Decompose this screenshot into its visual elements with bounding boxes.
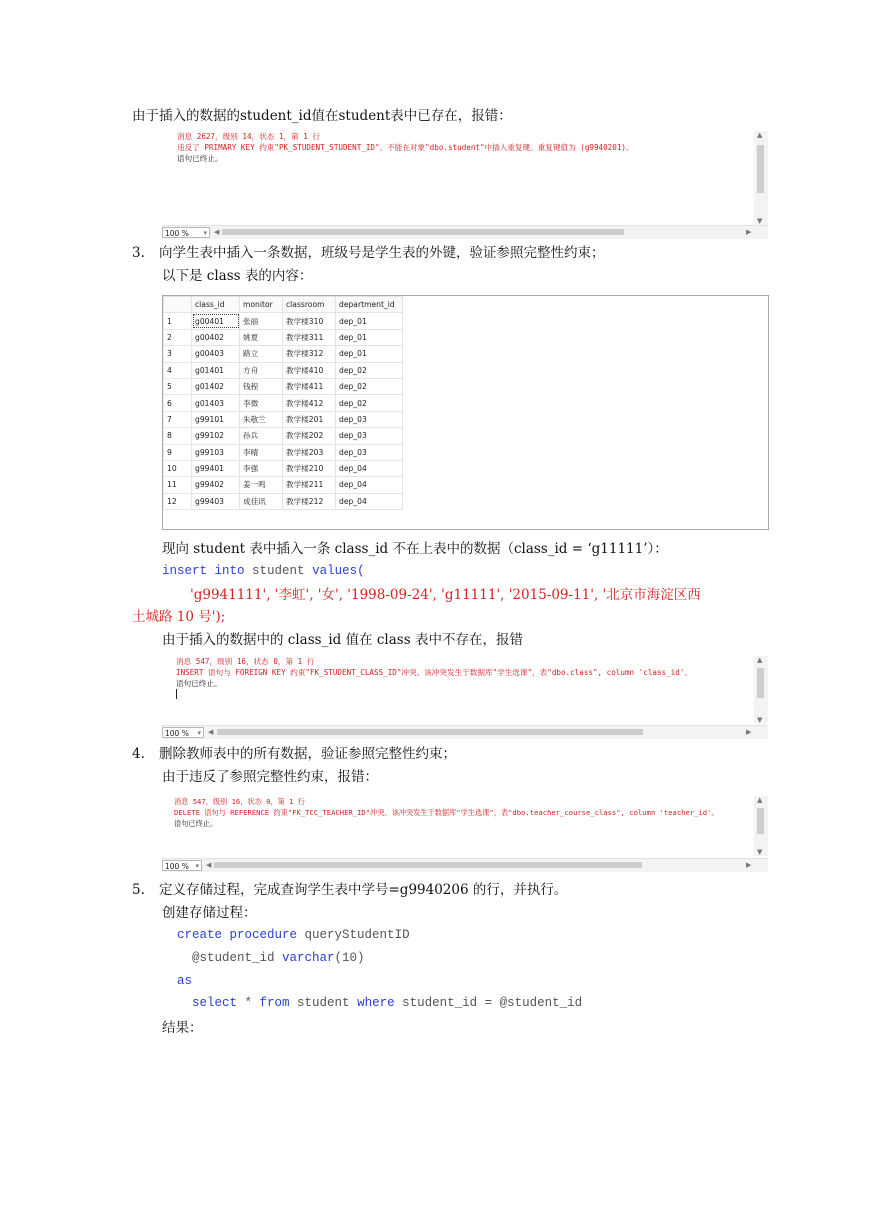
table-cell[interactable]: 李微 xyxy=(240,395,283,411)
scroll-up-icon[interactable]: ▲ xyxy=(757,131,763,139)
table-cell[interactable]: 教学楼202 xyxy=(283,428,336,444)
zoom-value: 100 % xyxy=(165,729,189,738)
insert-sql-line-2: 'g9941111', '李虹', '女', '1998-09-24', 'g11111', '2015-09-11', '北京市海淀区西 xyxy=(190,587,701,603)
row-number: 11 xyxy=(164,477,192,493)
scroll-down-icon[interactable]: ▼ xyxy=(757,848,763,856)
list-number: 5. xyxy=(132,882,145,898)
sql-keyword: where xyxy=(357,996,395,1010)
table-cell[interactable]: dep_04 xyxy=(336,493,403,509)
scroll-right-icon[interactable]: ▶ xyxy=(746,228,752,236)
vertical-scrollbar[interactable] xyxy=(754,656,768,724)
row-number-header xyxy=(164,297,192,313)
row-number: 6 xyxy=(164,395,192,411)
column-header[interactable]: classroom xyxy=(283,297,336,313)
error-message-panel-1 xyxy=(162,128,768,239)
table-header-row xyxy=(164,297,403,313)
item-text: 定义存储过程，完成查询学生表中学号=g9940206 的行，并执行。 xyxy=(159,882,568,898)
row-number: 1 xyxy=(164,313,192,329)
message-line: INSERT 语句与 FOREIGN KEY 约束"FK_STUDENT_CLASS_ID"冲突。该冲突发生于数据库"学生选课"，表"dbo.class", column 'class_id'。 xyxy=(176,668,692,677)
scroll-left-icon[interactable]: ◀ xyxy=(214,228,220,236)
sql-keyword: select xyxy=(192,996,238,1010)
scroll-thumb[interactable] xyxy=(757,668,764,698)
sql-keyword: into xyxy=(214,564,245,578)
class-table-grid xyxy=(162,295,769,530)
horizontal-scrollbar[interactable] xyxy=(162,725,768,739)
sql-keyword: create xyxy=(177,928,223,942)
table-cell[interactable]: 孙兵 xyxy=(240,428,283,444)
message-text xyxy=(176,656,692,699)
table-cell[interactable]: dep_03 xyxy=(336,411,403,427)
table-cell[interactable]: g00402 xyxy=(192,329,240,345)
scroll-up-icon[interactable]: ▲ xyxy=(757,796,763,804)
table-cell[interactable]: 教学楼411 xyxy=(283,378,336,394)
table-cell[interactable]: dep_01 xyxy=(336,329,403,345)
table-cell[interactable]: 教学楼203 xyxy=(283,444,336,460)
table-cell[interactable]: 教学楼201 xyxy=(283,411,336,427)
table-cell[interactable]: 朱敬兰 xyxy=(240,411,283,427)
row-number: 7 xyxy=(164,411,192,427)
table-cell[interactable]: dep_02 xyxy=(336,362,403,378)
zoom-select[interactable] xyxy=(162,860,202,871)
table-cell[interactable]: 张丽 xyxy=(240,313,283,329)
table-cell[interactable]: g00401 xyxy=(192,313,240,329)
scroll-right-icon[interactable]: ▶ xyxy=(746,728,752,736)
insert-sql-line-3: 土城路 10 号'); xyxy=(132,609,226,625)
table-cell[interactable]: 教学楼410 xyxy=(283,362,336,378)
sql-keyword: varchar xyxy=(282,951,335,965)
scroll-thumb[interactable] xyxy=(757,808,764,834)
table-cell[interactable]: 教学楼212 xyxy=(283,493,336,509)
table-cell[interactable]: 教学楼311 xyxy=(283,329,336,345)
message-text xyxy=(177,131,634,164)
scroll-thumb[interactable] xyxy=(214,862,642,868)
chevron-down-icon: ▾ xyxy=(197,729,201,737)
message-line: 消息 2627，级别 14，状态 1，第 1 行 xyxy=(177,132,320,141)
error-message-panel-2 xyxy=(162,653,768,739)
table-cell[interactable]: 钱程 xyxy=(240,378,283,394)
table-cell[interactable]: 李强 xyxy=(240,460,283,476)
table-row[interactable] xyxy=(164,460,403,476)
table-cell[interactable]: 方舟 xyxy=(240,362,283,378)
zoom-value: 100 % xyxy=(165,229,189,238)
class-table xyxy=(163,296,403,510)
row-number: 12 xyxy=(164,493,192,509)
list-number: 3. xyxy=(132,245,145,261)
sql-identifier: @student_id xyxy=(192,951,283,965)
message-line: 语句已终止。 xyxy=(176,679,222,688)
table-cell[interactable]: dep_03 xyxy=(336,444,403,460)
row-number: 8 xyxy=(164,428,192,444)
table-row[interactable] xyxy=(164,378,403,394)
text-cursor xyxy=(176,689,177,699)
table-row[interactable] xyxy=(164,329,403,345)
table-row[interactable] xyxy=(164,493,403,509)
insert-intro-text: 现向 student 表中插入一条 class_id 不在上表中的数据（class_id = ‘g11111’）： xyxy=(162,541,668,557)
vertical-scrollbar[interactable] xyxy=(754,131,768,225)
sql-identifier: student xyxy=(289,996,358,1010)
scroll-left-icon[interactable]: ◀ xyxy=(208,728,214,736)
table-cell[interactable]: g99402 xyxy=(192,477,240,493)
scroll-thumb[interactable] xyxy=(222,229,624,235)
item-subtext: 以下是 class 表的内容： xyxy=(162,268,313,284)
table-row[interactable] xyxy=(164,428,403,444)
table-cell[interactable]: dep_02 xyxy=(336,378,403,394)
scroll-thumb[interactable] xyxy=(757,145,764,193)
sql-identifier: (10) xyxy=(334,951,365,965)
table-cell[interactable]: 姜一鸣 xyxy=(240,477,283,493)
item-text: 向学生表中插入一条数据，班级号是学生表的外键，验证参照完整性约束； xyxy=(159,245,605,261)
zoom-value: 100 % xyxy=(165,862,189,871)
message-line: DELETE 语句与 REFERENCE 约束"FK_TCC_TEACHER_ID"冲突。该冲突发生于数据库"学生选课"，表"dbo.teacher_course_class", column 'teacher_id'。 xyxy=(174,808,719,817)
sql-identifier: student_id = @student_id xyxy=(394,996,583,1010)
list-number: 4. xyxy=(132,746,145,762)
table-cell[interactable]: 李晴 xyxy=(240,444,283,460)
table-cell[interactable]: 教学楼312 xyxy=(283,346,336,362)
sql-identifier: * xyxy=(237,996,260,1010)
row-number: 5 xyxy=(164,378,192,394)
table-cell[interactable]: g99401 xyxy=(192,460,240,476)
table-cell[interactable]: 教学楼211 xyxy=(283,477,336,493)
scroll-right-icon[interactable]: ▶ xyxy=(746,861,752,869)
table-cell[interactable]: g01403 xyxy=(192,395,240,411)
table-row[interactable] xyxy=(164,362,403,378)
sql-identifier: queryStudentID xyxy=(297,928,410,942)
table-cell[interactable]: g00403 xyxy=(192,346,240,362)
item-subtext: 由于违反了参照完整性约束，报错： xyxy=(162,769,378,785)
insert-result-text: 由于插入的数据中的 class_id 值在 class 表中不存在，报错 xyxy=(162,632,523,648)
zoom-select[interactable] xyxy=(162,227,210,238)
result-label: 结果： xyxy=(162,1020,203,1036)
table-cell[interactable]: 路立 xyxy=(240,346,283,362)
message-line: 消息 547，级别 16，状态 0，第 1 行 xyxy=(176,657,315,666)
insert-sql-line-1 xyxy=(162,564,365,578)
table-cell[interactable]: dep_01 xyxy=(336,313,403,329)
column-header[interactable]: monitor xyxy=(240,297,283,313)
item-text: 删除教师表中的所有数据，验证参照完整性约束； xyxy=(159,746,456,762)
table-cell[interactable]: dep_03 xyxy=(336,428,403,444)
message-line: 语句已终止。 xyxy=(177,154,223,163)
zoom-select[interactable] xyxy=(162,727,204,738)
sql-keyword: from xyxy=(259,996,290,1010)
scroll-thumb[interactable] xyxy=(217,729,643,735)
table-row[interactable] xyxy=(164,395,403,411)
table-row[interactable] xyxy=(164,411,403,427)
proc-sql-line-3: as xyxy=(177,974,193,988)
row-number: 2 xyxy=(164,329,192,345)
table-cell[interactable]: g99102 xyxy=(192,428,240,444)
chevron-down-icon: ▾ xyxy=(195,862,199,870)
table-cell[interactable]: g99101 xyxy=(192,411,240,427)
sql-identifier: student xyxy=(244,564,313,578)
scroll-down-icon[interactable]: ▼ xyxy=(757,716,763,724)
row-number: 9 xyxy=(164,444,192,460)
table-row[interactable] xyxy=(164,313,403,329)
sql-keyword: procedure xyxy=(229,928,298,942)
scroll-up-icon[interactable]: ▲ xyxy=(757,656,763,664)
table-cell[interactable]: 姚夏 xyxy=(240,329,283,345)
proc-sql-line-1 xyxy=(177,928,410,942)
chevron-down-icon: ▾ xyxy=(203,229,207,237)
table-cell[interactable]: 成佳讯 xyxy=(240,493,283,509)
table-cell[interactable]: 教学楼210 xyxy=(283,460,336,476)
horizontal-scrollbar[interactable] xyxy=(162,225,768,239)
column-header[interactable]: class_id xyxy=(192,297,240,313)
table-row[interactable] xyxy=(164,444,403,460)
sql-keyword: insert xyxy=(162,564,208,578)
table-cell[interactable]: 教学楼412 xyxy=(283,395,336,411)
table-cell[interactable]: g01401 xyxy=(192,362,240,378)
table-cell[interactable]: dep_01 xyxy=(336,346,403,362)
message-text xyxy=(174,796,719,829)
table-cell[interactable]: 教学楼310 xyxy=(283,313,336,329)
scroll-down-icon[interactable]: ▼ xyxy=(757,217,763,225)
column-header[interactable]: department_id xyxy=(336,297,403,313)
table-cell[interactable]: dep_02 xyxy=(336,395,403,411)
message-line: 违反了 PRIMARY KEY 约束"PK_STUDENT_STUDENT_ID"。不能在对象"dbo.student"中插入重复键。重复键值为 (g9940201)。 xyxy=(177,143,634,152)
row-number: 10 xyxy=(164,460,192,476)
row-number: 3 xyxy=(164,346,192,362)
table-row[interactable] xyxy=(164,477,403,493)
table-cell[interactable]: dep_04 xyxy=(336,477,403,493)
proc-sql-line-4 xyxy=(192,996,582,1010)
scroll-left-icon[interactable]: ◀ xyxy=(206,861,212,869)
intro-text: 由于插入的数据的student_id值在student表中已存在，报错： xyxy=(132,108,512,124)
vertical-scrollbar[interactable] xyxy=(754,796,768,856)
row-number: 4 xyxy=(164,362,192,378)
item-subtext: 创建存储过程： xyxy=(162,905,257,921)
message-line: 消息 547，级别 16，状态 0，第 1 行 xyxy=(174,797,305,806)
sql-keyword: values( xyxy=(312,564,365,578)
message-line: 语句已终止。 xyxy=(174,819,218,828)
proc-sql-line-2 xyxy=(192,951,365,965)
table-row[interactable] xyxy=(164,346,403,362)
table-cell[interactable]: g99403 xyxy=(192,493,240,509)
table-cell[interactable]: dep_04 xyxy=(336,460,403,476)
table-cell[interactable]: g99103 xyxy=(192,444,240,460)
horizontal-scrollbar[interactable] xyxy=(162,858,768,872)
error-message-panel-3 xyxy=(162,793,768,872)
table-cell[interactable]: g01402 xyxy=(192,378,240,394)
